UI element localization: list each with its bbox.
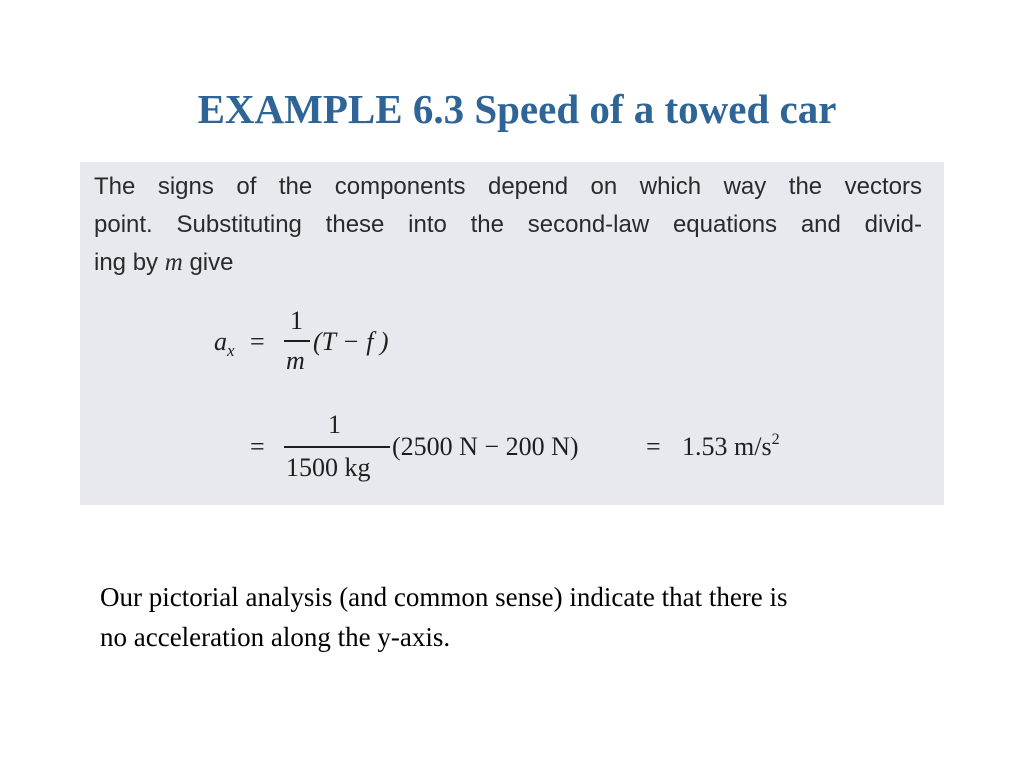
lhs-subscript: x: [227, 341, 235, 360]
fraction-2-numerator: 1: [328, 410, 341, 439]
excerpt-variable-m: m: [164, 249, 183, 276]
slide-title: EXAMPLE 6.3 Speed of a towed car: [197, 86, 837, 132]
paragraph-line-2: no acceleration along the y-axis.: [100, 622, 451, 652]
excerpt-line-3-prefix: ing by: [94, 249, 165, 276]
equation-lhs: [214, 327, 235, 360]
equation-parenthetical-1: (T − f ): [313, 327, 389, 356]
excerpt-text: [94, 168, 934, 282]
result-value: 1.53 m/s: [682, 432, 772, 461]
excerpt-line-2: point. Substituting these into the second-law equations and divid-: [94, 211, 922, 238]
body-paragraph: [100, 577, 980, 657]
equation-result: [682, 432, 780, 462]
lhs-variable: a: [214, 327, 227, 356]
excerpt-line-3-suffix: give: [182, 249, 234, 276]
equals-sign-3: =: [646, 432, 661, 461]
fraction-1-denominator: m: [286, 346, 305, 375]
fraction-1-numerator: 1: [290, 306, 303, 335]
textbook-excerpt: [80, 162, 944, 505]
excerpt-line-3: [94, 244, 934, 282]
fraction-1-bar: [284, 340, 310, 342]
result-exponent: 2: [771, 431, 780, 448]
fraction-2-denominator: 1500 kg: [286, 453, 371, 482]
paragraph-line-1: Our pictorial analysis (and common sense) indicate that there is: [100, 582, 788, 612]
excerpt-line-1: The signs of the components depend on which way the vectors: [94, 173, 922, 200]
equation-parenthetical-2: (2500 N − 200 N): [392, 432, 579, 461]
equals-sign-2: =: [250, 432, 265, 461]
fraction-2-bar: [284, 446, 390, 448]
equals-sign-1: =: [250, 327, 265, 356]
